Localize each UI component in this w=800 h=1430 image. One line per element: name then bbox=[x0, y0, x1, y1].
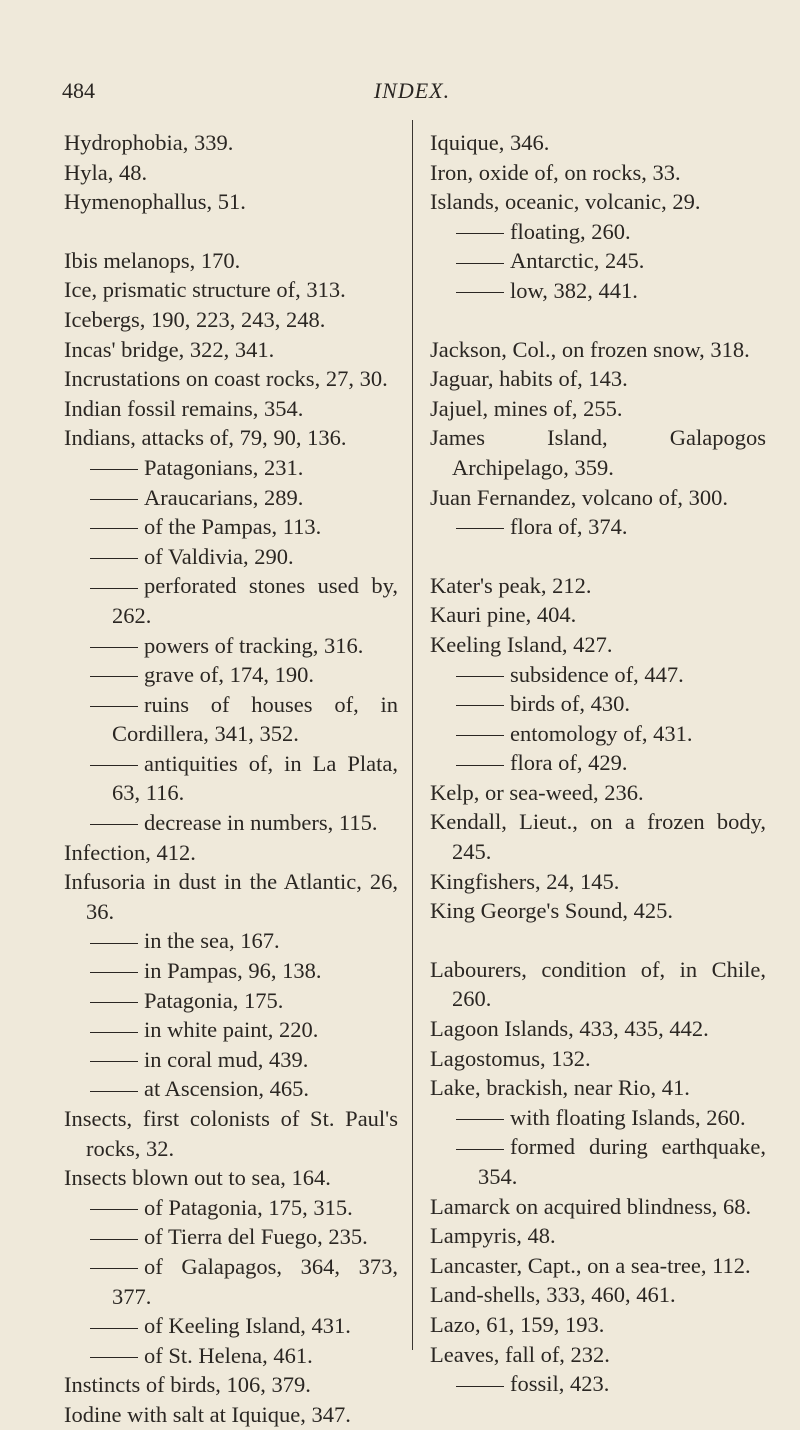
ditto-dash bbox=[90, 765, 138, 766]
entry-text: Kingfishers, 24, 145. bbox=[430, 868, 620, 894]
index-subentry bbox=[64, 1015, 398, 1045]
ditto-dash bbox=[90, 1032, 138, 1033]
entry-text: Kelp, or sea-weed, 236. bbox=[430, 779, 644, 805]
index-entry bbox=[430, 896, 766, 926]
entry-text: of Galapagos, 364, 373, 377. bbox=[112, 1253, 398, 1309]
entry-text: Labourers, condition of, in Chile, 260. bbox=[430, 956, 766, 1012]
entry-text: ruins of houses of, in Cordillera, 341, 352. bbox=[112, 691, 398, 747]
ditto-dash bbox=[456, 263, 504, 264]
entry-text: Lagostomus, 132. bbox=[430, 1045, 591, 1071]
entry-text: Incrustations on coast rocks, 27, 30. bbox=[64, 366, 388, 392]
index-entry bbox=[64, 867, 398, 926]
index-subentry bbox=[64, 808, 398, 838]
index-subentry bbox=[64, 1222, 398, 1252]
entry-text: Insects blown out to sea, 164. bbox=[64, 1165, 331, 1191]
entry-text: in white paint, 220. bbox=[144, 1017, 319, 1043]
index-entry bbox=[64, 275, 398, 305]
entry-text: Land-shells, 333, 460, 461. bbox=[430, 1282, 676, 1308]
entry-text: of Patagonia, 175, 315. bbox=[144, 1194, 353, 1220]
index-subentry bbox=[64, 1311, 398, 1341]
entry-text: powers of tracking, 316. bbox=[144, 632, 364, 658]
ditto-dash bbox=[90, 528, 138, 529]
index-subentry bbox=[64, 631, 398, 661]
entry-text: James Island, Galapogos Archipelago, 359. bbox=[430, 425, 766, 480]
ditto-dash bbox=[90, 1357, 138, 1358]
ditto-dash bbox=[456, 735, 504, 736]
entry-text: Iquique, 346. bbox=[430, 130, 550, 155]
entry-text: Infection, 412. bbox=[64, 839, 196, 865]
index-subentry bbox=[64, 542, 398, 572]
index-entry bbox=[430, 364, 766, 394]
index-entry bbox=[64, 423, 398, 453]
ditto-dash bbox=[90, 469, 138, 470]
ditto-dash bbox=[90, 588, 138, 589]
index-entry bbox=[430, 187, 766, 217]
index-entry bbox=[430, 778, 766, 808]
column-divider bbox=[412, 120, 413, 1350]
index-entry bbox=[64, 158, 398, 188]
ditto-dash bbox=[90, 1061, 138, 1062]
entry-text: floating, 260. bbox=[510, 218, 631, 244]
index-subentry bbox=[64, 453, 398, 483]
running-title: INDEX. bbox=[373, 78, 451, 103]
entry-text: Kater's peak, 212. bbox=[430, 572, 592, 598]
entry-text: Jaguar, habits of, 143. bbox=[430, 366, 628, 392]
ditto-dash bbox=[90, 824, 138, 825]
index-subentry bbox=[64, 1074, 398, 1104]
entry-text: low, 382, 441. bbox=[510, 277, 638, 303]
index-entry bbox=[64, 364, 398, 394]
index-entry bbox=[430, 1251, 766, 1281]
entry-text: Infusoria in dust in the Atlantic, 26, 36. bbox=[64, 869, 398, 924]
ditto-dash bbox=[90, 972, 138, 973]
index-entry bbox=[64, 1104, 398, 1163]
index-subentry bbox=[64, 956, 398, 986]
entry-text: of the Pampas, 113. bbox=[144, 514, 322, 540]
index-subentry bbox=[64, 690, 398, 749]
index-subentry bbox=[64, 1193, 398, 1223]
entry-text: Patagonia, 175. bbox=[144, 987, 284, 1013]
entry-text: Lagoon Islands, 433, 435, 442. bbox=[430, 1016, 709, 1042]
index-subentry bbox=[64, 1341, 398, 1371]
index-entry bbox=[430, 1310, 766, 1340]
entry-text: Jackson, Col., on frozen snow, 318. bbox=[430, 336, 750, 362]
index-entry bbox=[430, 600, 766, 630]
entry-text: Kauri pine, 404. bbox=[430, 602, 577, 628]
ditto-dash bbox=[456, 1149, 504, 1150]
entry-text: Indian fossil remains, 354. bbox=[64, 395, 304, 421]
entry-text: Insects, first colonists of St. Paul's rocks, 32. bbox=[64, 1106, 398, 1161]
index-entry bbox=[64, 246, 398, 276]
ditto-dash bbox=[90, 558, 138, 559]
entry-text: of Tierra del Fuego, 235. bbox=[144, 1224, 368, 1250]
ditto-dash bbox=[90, 1239, 138, 1240]
index-column-left bbox=[64, 128, 398, 1430]
entry-text: formed during earthquake, 354. bbox=[478, 1134, 766, 1189]
entry-text: Patagonians, 231. bbox=[144, 454, 304, 480]
entry-text: Hydrophobia, 339. bbox=[64, 130, 234, 155]
index-subentry bbox=[64, 660, 398, 690]
index-subentry bbox=[64, 986, 398, 1016]
index-entry bbox=[64, 305, 398, 335]
index-subentry bbox=[64, 926, 398, 956]
index-entry bbox=[430, 423, 766, 482]
entry-text: Leaves, fall of, 232. bbox=[430, 1341, 610, 1367]
index-subentry bbox=[430, 512, 766, 542]
entry-text: birds of, 430. bbox=[510, 691, 630, 717]
entry-text: of Keeling Island, 431. bbox=[144, 1313, 351, 1339]
index-entry bbox=[430, 1044, 766, 1074]
ditto-dash bbox=[90, 1002, 138, 1003]
ditto-dash bbox=[456, 1386, 504, 1387]
entry-text: Kendall, Lieut., on a frozen body, 245. bbox=[430, 809, 766, 865]
entry-text: antiquities of, in La Plata, 63, 116. bbox=[112, 750, 398, 806]
index-column-right bbox=[430, 128, 766, 1399]
ditto-dash bbox=[456, 528, 504, 529]
index-entry bbox=[430, 955, 766, 1014]
entry-text: Hyla, 48. bbox=[64, 159, 148, 185]
ditto-dash bbox=[90, 676, 138, 677]
ditto-dash bbox=[90, 943, 138, 944]
entry-text: in the sea, 167. bbox=[144, 928, 280, 954]
entry-text: Lazo, 61, 159, 193. bbox=[430, 1311, 605, 1337]
entry-text: at Ascension, 465. bbox=[144, 1076, 309, 1102]
index-entry bbox=[430, 630, 766, 660]
entry-text: Ibis melanops, 170. bbox=[64, 247, 241, 273]
ditto-dash bbox=[90, 1091, 138, 1092]
entry-text: with floating Islands, 260. bbox=[510, 1104, 746, 1130]
index-entry bbox=[64, 335, 398, 365]
index-subentry bbox=[430, 1103, 766, 1133]
ditto-dash bbox=[90, 499, 138, 500]
index-subentry bbox=[64, 1045, 398, 1075]
index-subentry bbox=[64, 749, 398, 808]
section-gap bbox=[430, 542, 766, 571]
index-entry bbox=[64, 1370, 398, 1400]
section-gap bbox=[64, 217, 398, 246]
ditto-dash bbox=[456, 765, 504, 766]
section-gap bbox=[430, 926, 766, 955]
index-entry bbox=[430, 1280, 766, 1310]
entry-text: Lake, brackish, near Rio, 41. bbox=[430, 1075, 690, 1101]
index-subentry bbox=[64, 512, 398, 542]
index-entry bbox=[64, 187, 398, 217]
entry-text: Lancaster, Capt., on a sea-tree, 112. bbox=[430, 1252, 751, 1278]
entry-text: Icebergs, 190, 223, 243, 248. bbox=[64, 306, 326, 332]
entry-text: entomology of, 431. bbox=[510, 720, 693, 746]
entry-text: decrease in numbers, 115. bbox=[144, 810, 378, 836]
ditto-dash bbox=[456, 676, 504, 677]
index-entry bbox=[64, 128, 398, 158]
index-subentry bbox=[64, 571, 398, 630]
page-number: 484 bbox=[62, 78, 95, 103]
index-subentry bbox=[64, 483, 398, 513]
ditto-dash bbox=[90, 1328, 138, 1329]
entry-text: Ice, prismatic structure of, 313. bbox=[64, 277, 346, 303]
index-subentry bbox=[430, 719, 766, 749]
entry-text: King George's Sound, 425. bbox=[430, 898, 674, 924]
entry-text: of St. Helena, 461. bbox=[144, 1342, 313, 1368]
section-gap bbox=[430, 306, 766, 335]
entry-text: Lamarck on acquired blindness, 68. bbox=[430, 1193, 752, 1219]
index-entry bbox=[64, 1163, 398, 1193]
index-entry bbox=[430, 867, 766, 897]
entry-text: Islands, oceanic, volcanic, 29. bbox=[430, 189, 701, 215]
index-entry bbox=[430, 571, 766, 601]
ditto-dash bbox=[90, 1268, 138, 1269]
entry-text: flora of, 374. bbox=[510, 514, 628, 540]
index-entry bbox=[430, 335, 766, 365]
page-header bbox=[62, 78, 762, 108]
entry-text: grave of, 174, 190. bbox=[144, 662, 314, 688]
index-subentry bbox=[430, 689, 766, 719]
index-subentry bbox=[430, 217, 766, 247]
index-entry bbox=[430, 1221, 766, 1251]
entry-text: Antarctic, 245. bbox=[510, 248, 645, 274]
entry-text: in coral mud, 439. bbox=[144, 1046, 309, 1072]
entry-text: fossil, 423. bbox=[510, 1371, 610, 1397]
index-entry bbox=[64, 1400, 398, 1430]
ditto-dash bbox=[90, 1209, 138, 1210]
entry-text: Instincts of birds, 106, 379. bbox=[64, 1372, 311, 1398]
index-entry bbox=[430, 1014, 766, 1044]
index-entry bbox=[64, 394, 398, 424]
index-entry bbox=[64, 838, 398, 868]
ditto-dash bbox=[456, 1119, 504, 1120]
entry-text: Hymenophallus, 51. bbox=[64, 189, 246, 215]
index-subentry bbox=[430, 1132, 766, 1191]
index-subentry bbox=[430, 1369, 766, 1399]
entry-text: Iodine with salt at Iquique, 347. bbox=[64, 1401, 351, 1427]
index-entry bbox=[430, 394, 766, 424]
index-entry bbox=[430, 1073, 766, 1103]
index-entry bbox=[430, 1192, 766, 1222]
ditto-dash bbox=[90, 706, 138, 707]
index-entry bbox=[430, 483, 766, 513]
entry-text: Iron, oxide of, on rocks, 33. bbox=[430, 159, 681, 185]
index-entry bbox=[430, 158, 766, 188]
entry-text: Lampyris, 48. bbox=[430, 1223, 556, 1249]
entry-text: Incas' bridge, 322, 341. bbox=[64, 336, 275, 362]
index-entry bbox=[430, 128, 766, 158]
entry-text: Juan Fernandez, volcano of, 300. bbox=[430, 484, 729, 510]
ditto-dash bbox=[456, 233, 504, 234]
entry-text: Jajuel, mines of, 255. bbox=[430, 395, 623, 421]
index-subentry bbox=[430, 246, 766, 276]
index-subentry bbox=[430, 276, 766, 306]
entry-text: of Valdivia, 290. bbox=[144, 543, 294, 569]
index-subentry bbox=[430, 660, 766, 690]
index-subentry bbox=[64, 1252, 398, 1311]
index-entry bbox=[430, 807, 766, 866]
entry-text: in Pampas, 96, 138. bbox=[144, 958, 322, 984]
entry-text: Keeling Island, 427. bbox=[430, 631, 613, 657]
ditto-dash bbox=[90, 647, 138, 648]
index-entry bbox=[430, 1340, 766, 1370]
entry-text: subsidence of, 447. bbox=[510, 661, 684, 687]
entry-text: flora of, 429. bbox=[510, 750, 628, 776]
ditto-dash bbox=[456, 705, 504, 706]
entry-text: perforated stones used by, 262. bbox=[112, 573, 398, 628]
entry-text: Araucarians, 289. bbox=[144, 484, 304, 510]
index-subentry bbox=[430, 748, 766, 778]
ditto-dash bbox=[456, 292, 504, 293]
entry-text: Indians, attacks of, 79, 90, 136. bbox=[64, 425, 347, 451]
